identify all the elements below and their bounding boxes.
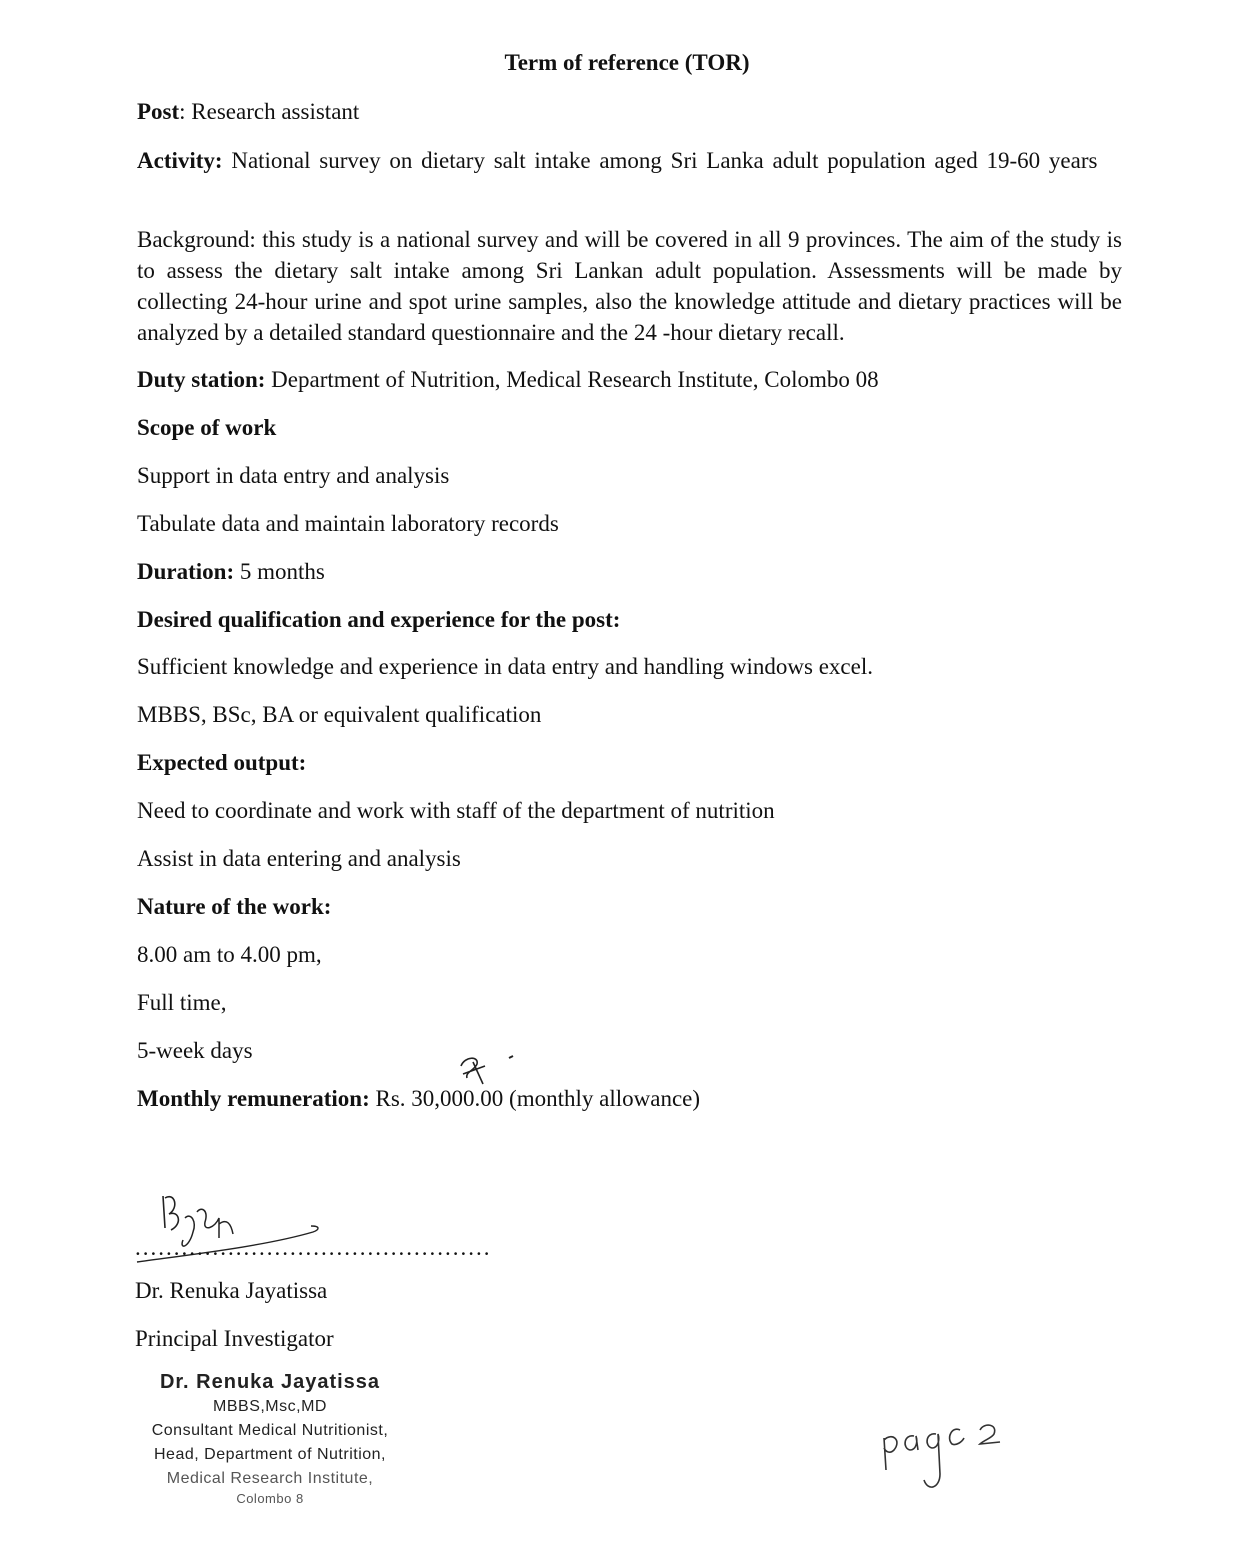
qualification-heading: Desired qualification and experience for the post:: [137, 607, 621, 632]
scope-item: Support in data entry and analysis: [137, 463, 450, 488]
stamp-degrees: MBBS,Msc,MD: [213, 1398, 327, 1415]
duration-label: Duration:: [137, 559, 235, 584]
duty-station-label: Duty station:: [137, 367, 266, 392]
stamp-title: Consultant Medical Nutritionist,: [151, 1422, 389, 1439]
background-paragraph: Background: this study is a national survey and will be covered in all 9 provinces. The aim of the study is to assess the dietary salt intake among Sri Lankan adult population. Assessments will be made by collecting 24-hour urine and spot urine samples, also the knowledge attitude and dietary practices will be analyzed by a detailed standard questionnaire and the 24 -hour dietary recall.: [137, 227, 1122, 345]
nature-item: 5-week days: [137, 1038, 253, 1063]
duty-station-value: Department of Nutrition, Medical Research Institute, Colombo 08: [265, 367, 879, 392]
nature-heading: Nature of the work:: [137, 894, 332, 919]
stamp-name: Dr. Renuka Jayatissa: [159, 1371, 381, 1393]
duration-value: 5 months: [234, 559, 325, 584]
official-stamp: [120, 1369, 420, 1507]
activity-value: National survey on dietary salt intake among Sri Lanka adult population aged 19-60 years: [222, 148, 1098, 173]
scope-item: Tabulate data and maintain laboratory records: [137, 511, 559, 536]
stamp-department: Head, Department of Nutrition,: [154, 1446, 386, 1463]
remuneration-value: Rs. 30,000.00 (monthly allowance): [369, 1086, 701, 1111]
activity-paragraph: [137, 145, 1122, 176]
nature-item: 8.00 am to 4.00 pm,: [137, 942, 322, 967]
stamp-institute: Medical Research Institute,: [166, 1470, 374, 1487]
qualification-item: Sufficient knowledge and experience in data entry and handling windows excel.: [137, 654, 873, 679]
output-heading: Expected output:: [137, 750, 307, 775]
output-item: Need to coordinate and work with staff of the department of nutrition: [137, 798, 775, 823]
duty-station-line: [137, 364, 1122, 395]
nature-item: Full time,: [137, 990, 227, 1015]
scope-heading: Scope of work: [137, 415, 277, 440]
post-line: [137, 96, 1122, 127]
stamp-city: Colombo 8: [236, 1491, 304, 1506]
signatory-role: Principal Investigator: [135, 1326, 334, 1351]
output-item: Assist in data entering and analysis: [137, 846, 461, 871]
activity-label: Activity:: [137, 148, 223, 173]
handwritten-page-number: [880, 1418, 1010, 1508]
qualification-item: MBBS, BSc, BA or equivalent qualification: [137, 702, 542, 727]
document-title: Term of reference (TOR): [504, 50, 750, 75]
post-label: Post: [137, 99, 180, 124]
remuneration-label: Monthly remuneration:: [137, 1086, 370, 1111]
signature-line: ..............................................: [135, 1235, 492, 1260]
duration-line: [137, 556, 1122, 587]
signatory-name: Dr. Renuka Jayatissa: [135, 1278, 328, 1303]
post-value: : Research assistant: [179, 99, 360, 124]
remuneration-line: [137, 1083, 1122, 1114]
